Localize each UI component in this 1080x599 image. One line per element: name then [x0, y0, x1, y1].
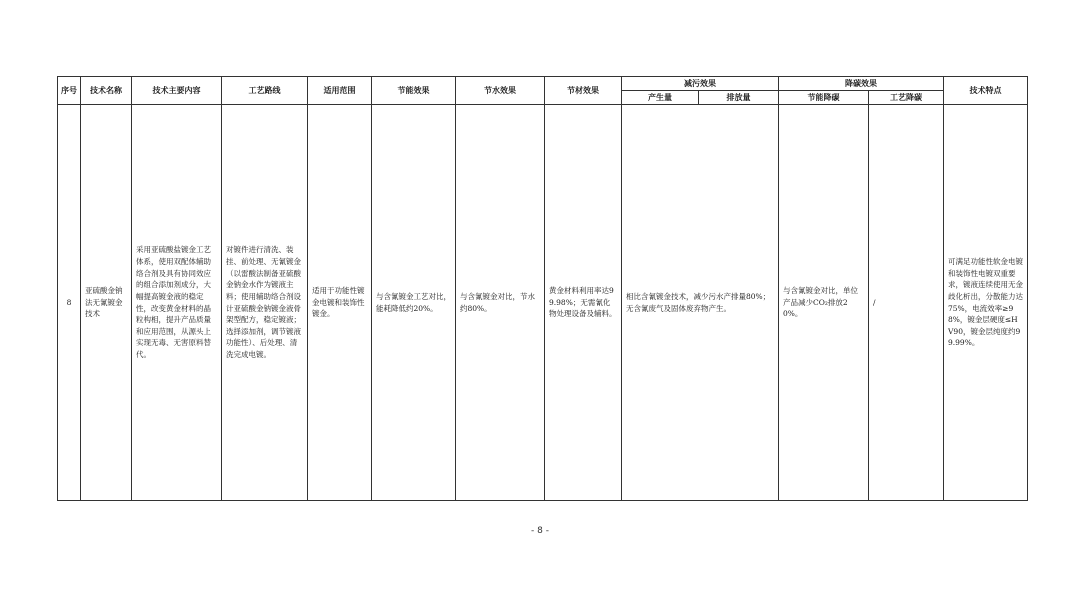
header-main-content: 技术主要内容: [132, 77, 222, 105]
header-energy-saving: 节能效果: [372, 77, 456, 105]
cell-seq: 8: [58, 105, 81, 501]
header-water-saving: 节水效果: [456, 77, 545, 105]
cell-material-saving: 黄金材料利用率达99.98%；无需氰化物处理设备及辅料。: [545, 105, 622, 501]
header-pollution-generation: 产生量: [622, 91, 699, 105]
technology-table: [57, 76, 1028, 501]
cell-scope: 适用于功能性镀金电镀和装饰性镀金。: [308, 105, 372, 501]
header-pollution-emission: 排放量: [699, 91, 779, 105]
cell-features: 可满足功能性软金电镀和装饰性电镀双重要求，镀液连续使用无金歧化析出，分散能力达75%，电流效率≥98%，镀金层硬度≤HV90，镀金层纯度约99.99%。: [944, 105, 1028, 501]
header-seq: 序号: [58, 77, 81, 105]
page-number: - 8 -: [531, 526, 549, 536]
header-features: 技术特点: [944, 77, 1028, 105]
cell-tech-name: 亚硫酸金钠法无氰镀金技术: [81, 105, 132, 501]
header-energy-carbon: 节能降碳: [779, 91, 869, 105]
header-scope: 适用范围: [308, 77, 372, 105]
header-tech-name: 技术名称: [81, 77, 132, 105]
header-process-route: 工艺路线: [222, 77, 308, 105]
cell-water-saving: 与含氰镀金对比，节水约80%。: [456, 105, 545, 501]
cell-pollution-reduction: 相比含氰镀金技术，减少污水产排量80%；无含氰废气及固体废弃物产生。: [622, 105, 779, 501]
header-material-saving: 节材效果: [545, 77, 622, 105]
table-row: [58, 105, 1028, 501]
cell-energy-saving: 与含氰镀金工艺对比，能耗降低约20%。: [372, 105, 456, 501]
header-carbon-reduction: 降碳效果: [779, 77, 944, 91]
cell-process-carbon: /: [869, 105, 944, 501]
header-pollution-reduction: 减污效果: [622, 77, 779, 91]
cell-energy-carbon: 与含氰镀金对比，单位产品减少CO₂排放20%。: [779, 105, 869, 501]
cell-main-content: 采用亚硫酸盐镀金工艺体系，使用双配体辅助络合剂及具有协同效应的组合添加剂成分，大幅提高镀金液的稳定性，改变黄金材料的晶粒构相，提升产品质量和应用范围，从源头上实现无毒、无害原料替代。: [132, 105, 222, 501]
cell-process-route: 对镀件进行清洗、装挂、前处理、无氰镀金（以雷酸法制备亚硫酸金钠金水作为镀液主料；使用辅助络合剂设计亚硫酸金钠镀金液骨架型配方，稳定镀液；选择添加剂，调节镀液功能性）、后处理、清洗完成电镀。: [222, 105, 308, 501]
header-process-carbon: 工艺降碳: [869, 91, 944, 105]
